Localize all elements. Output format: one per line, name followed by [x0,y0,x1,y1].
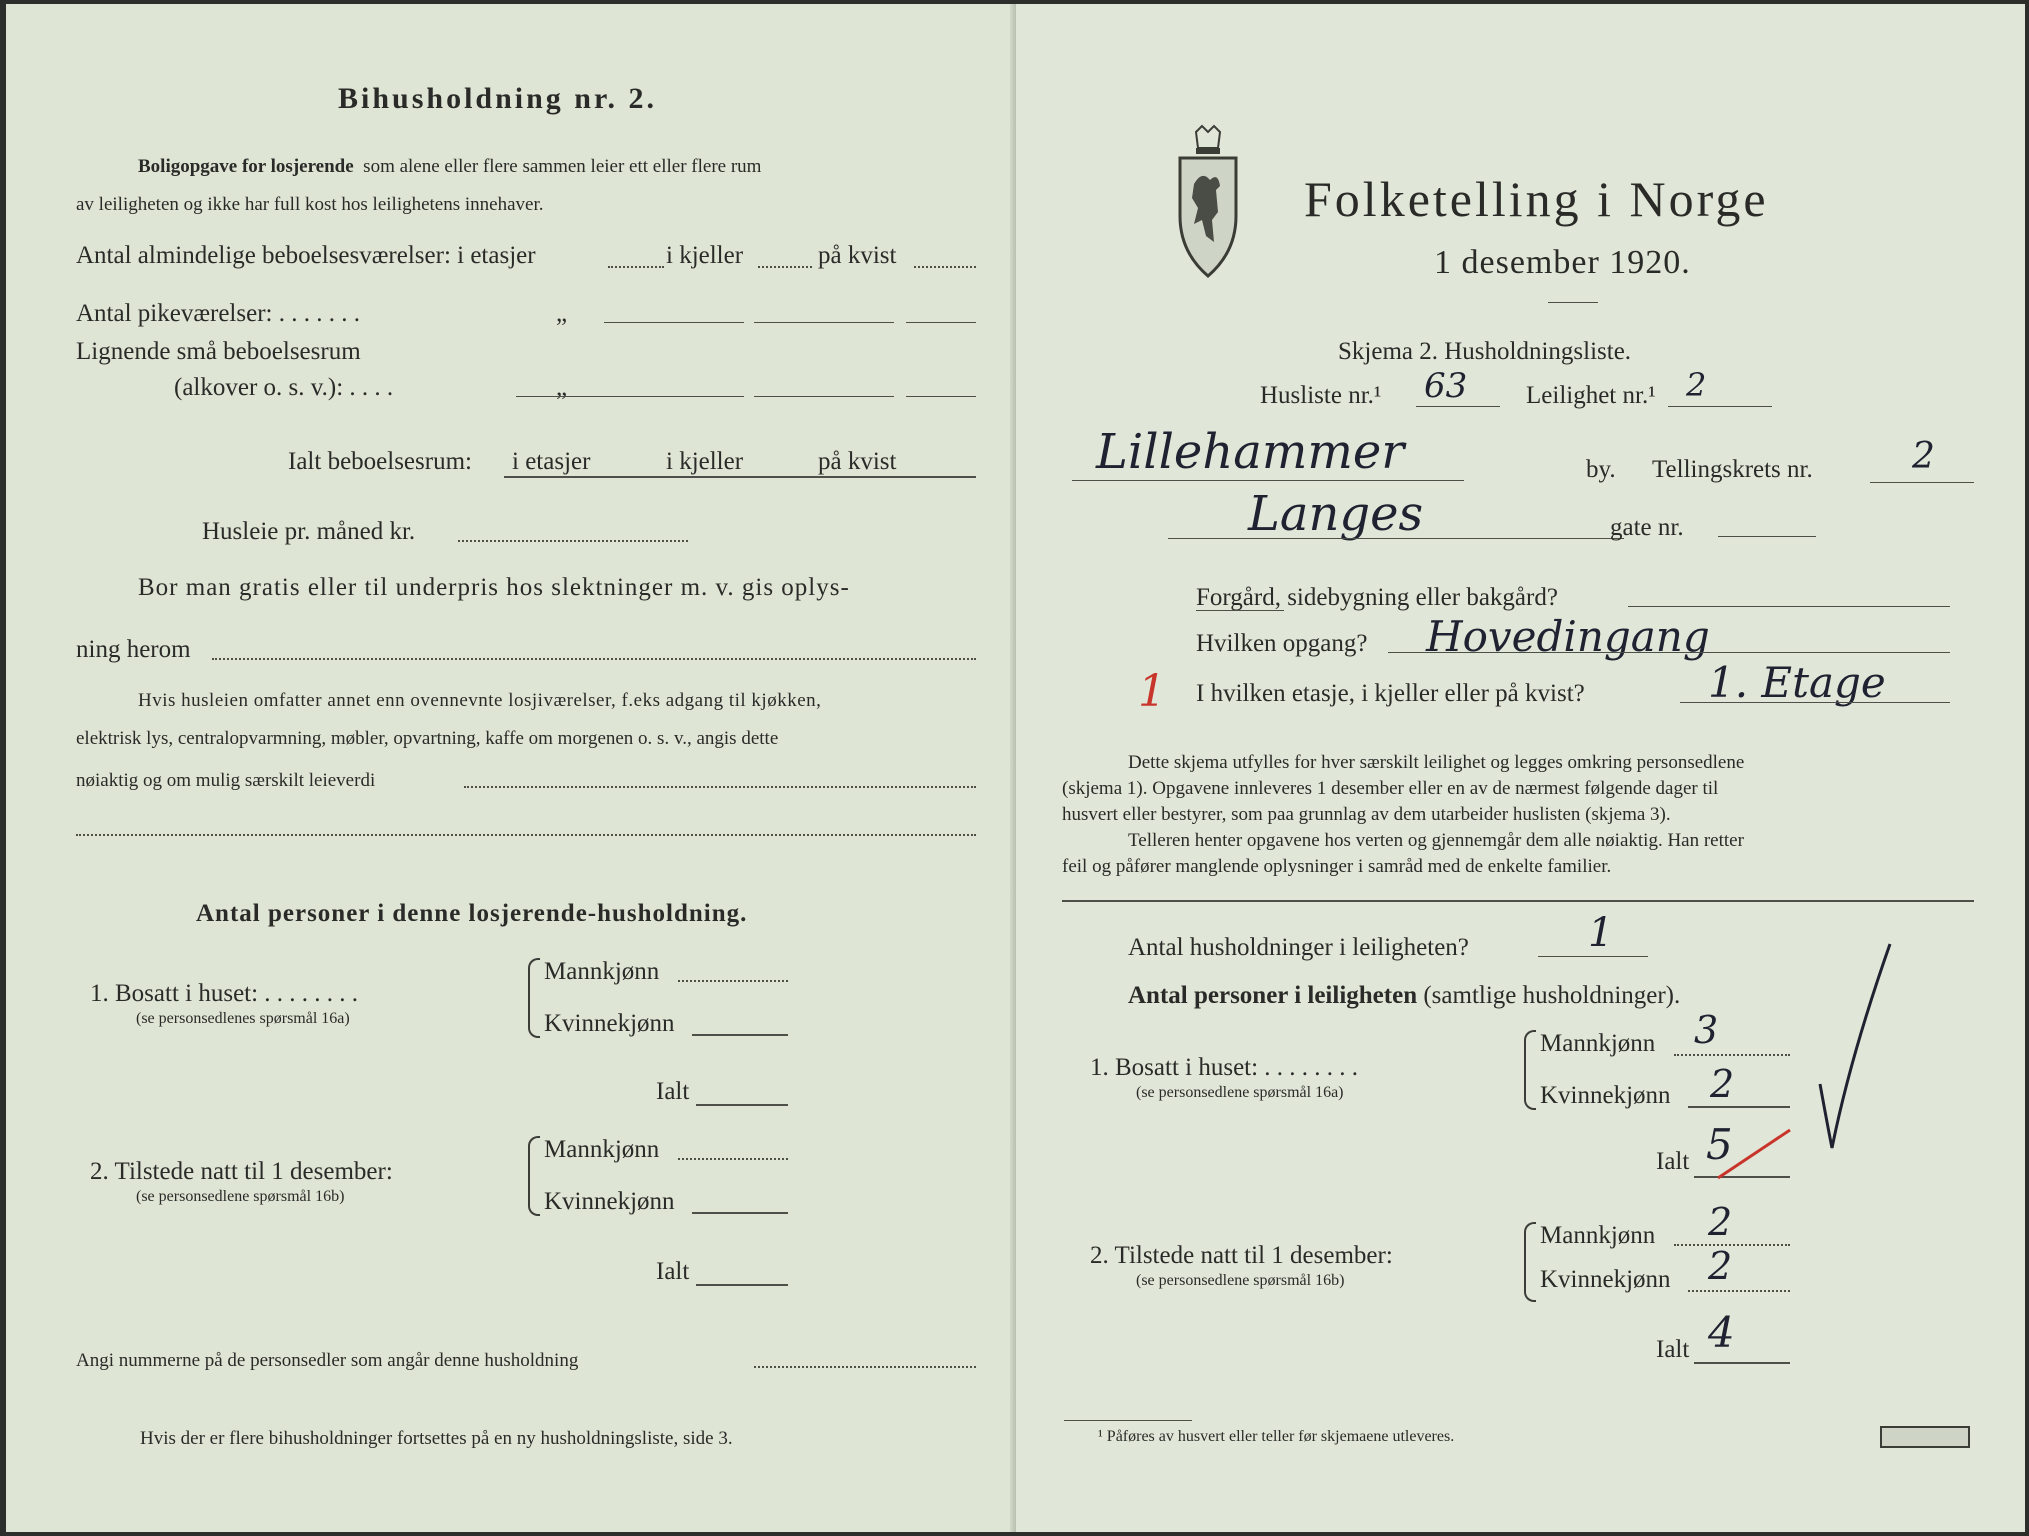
census-title: Folketelling i Norge [1304,171,1769,227]
husleie-field[interactable] [458,540,688,542]
right-page [1016,4,2025,1532]
ialt-rooms-label: Ialt beboelsesrum: [288,448,472,475]
intro-line-1 [138,156,761,178]
right-q2-label: 2. Tilstede natt til 1 desember: [1090,1242,1393,1269]
section-rule [1062,900,1974,902]
left-page [6,4,1016,1532]
pike-field-3[interactable] [906,322,976,323]
rooms-label: Antal almindelige beboelsesværelser: i etasjer [76,242,536,269]
alkover-field-3[interactable] [906,396,976,397]
right-q2-ialt-label: Ialt [1656,1336,1690,1363]
leilighet-label: Leilighet nr.¹ [1526,382,1656,409]
ialt-kjeller-label: i kjeller [666,448,744,475]
city-value: Lillehammer [1096,424,1405,480]
persons-bold: Antal personer i leiligheten [1128,982,1418,1009]
left-q2-ialt-label: Ialt [656,1258,690,1285]
footnote-rule [1064,1420,1192,1421]
left-q2-kvinne-label: Kvinnekjønn [544,1188,675,1215]
bor-field[interactable] [212,658,976,660]
opgang-value: Hovedingang [1426,612,1710,661]
angi-label: Angi nummerne på de personsedler som angår denne husholdning [76,1350,579,1371]
right-q2-kvinne-field[interactable] [1688,1290,1790,1292]
right-persons-heading [1128,982,1680,1010]
leieverdi-field-2[interactable] [76,834,976,836]
left-q2-brace [528,1136,540,1216]
left-q1-mann-field[interactable] [678,980,788,982]
angi-field[interactable] [754,1366,976,1368]
hvis-line-2: elektrisk lys, centralopvarmning, møbler, opvartning, kaffe om morgenen o. s. v., angis dette [76,728,779,749]
right-q1-mann-label: Mannkjønn [1540,1030,1656,1057]
right-q1-mann-value: 3 [1694,1008,1719,1052]
right-q1-ialt-value: 5 [1706,1120,1733,1169]
left-q1-kvinne-field[interactable] [692,1034,788,1036]
left-q1-mann-label: Mannkjønn [544,958,660,985]
info-line-4: Telleren henter opgavene hos verten og gjennemgår dem alle nøiaktig. Han retter [1128,830,1744,851]
husleie-label: Husleie pr. måned kr. [202,518,416,545]
right-q1-kvinne-field[interactable] [1688,1106,1790,1108]
hvis-line-3: nøiaktig og om mulig særskilt leieverdi [76,770,376,791]
small-rooms-label: Lignende små beboelsesrum [76,338,361,365]
rooms-kjeller-label: i kjeller [666,242,744,269]
footnote: ¹ Påføres av husvert eller teller før skjemaene utleveres. [1098,1428,1455,1445]
left-q1-note: (se personsedlenes spørsmål 16a) [136,1010,350,1027]
forgaard-underline [1196,610,1284,611]
rooms-etasjer-field[interactable] [608,266,664,268]
left-q2-ialt-field[interactable] [696,1284,788,1286]
left-q1-label: 1. Bosatt i huset: . . . . . . . . [90,980,359,1007]
info-line-5: feil og påfører manglende oplysninger i samråd med de enkelte familier. [1062,856,1612,877]
info-line-3: husvert eller bestyrer, som paa grunnlag av dem utarbeider huslisten (skjema 3). [1062,804,1671,825]
census-sheet [6,4,2025,1532]
tellingskrets-label: Tellingskrets nr. [1652,456,1813,483]
left-footer: Hvis der er flere bihusholdninger fortsettes på en ny husholdningsliste, side 3. [140,1428,733,1449]
gate-nr-field[interactable] [1718,536,1816,537]
ialt-kvist-label: på kvist [818,448,897,475]
etasje-value: 1. Etage [1708,658,1886,707]
ialt-rooms-field[interactable] [504,476,976,478]
right-q1-kvinne-value: 2 [1710,1062,1735,1106]
coat-of-arms-icon [1174,124,1242,280]
hvis-line-1: Hvis husleien omfatter annet enn ovennevnte losjiværelser, f.eks adgang til kjøkken, [138,690,822,711]
title-rule [1548,302,1598,303]
right-q2-brace [1524,1222,1536,1302]
right-q2-kvinne-value: 2 [1708,1244,1733,1288]
alkover-field-1[interactable] [516,396,744,397]
street-field[interactable] [1168,538,1624,539]
info-line-1: Dette skjema utfylles for hver særskilt leilighet og legges omkring personsedlene [1128,752,1745,773]
info-line-2: (skjema 1). Opgavene innleveres 1 desember eller en av de nærmest følgende dager til [1062,778,1719,799]
pike-ditto-1: „ [556,300,568,327]
forgaard-field[interactable] [1628,606,1950,607]
husliste-label: Husliste nr.¹ [1260,382,1382,409]
intro-rest: som alene eller flere sammen leier ett eller flere rum [363,156,762,177]
skjema-label: Skjema 2. Husholdningsliste. [1338,338,1632,365]
right-q2-ialt-field[interactable] [1694,1362,1790,1364]
right-q1-mann-field[interactable] [1674,1054,1790,1056]
right-q1-note: (se personsedlene spørsmål 16a) [1136,1084,1344,1101]
bihusholdning-title: Bihusholdning nr. 2. [338,82,658,115]
leilighet-value: 2 [1686,366,1707,404]
alkover-field-2[interactable] [754,396,894,397]
right-q1-ialt-label: Ialt [1656,1148,1690,1175]
right-q1-brace [1524,1030,1536,1110]
right-q2-note: (se personsedlene spørsmål 16b) [1136,1272,1345,1289]
forgaard-label: Forgård, sidebygning eller bakgård? [1196,584,1558,611]
left-q2-kvinne-field[interactable] [692,1212,788,1214]
leieverdi-field[interactable] [464,786,976,788]
households-label: Antal husholdninger i leiligheten? [1128,934,1469,961]
census-date: 1 desember 1920. [1434,244,1691,281]
right-q2-mann-label: Mannkjønn [1540,1222,1656,1249]
left-q2-note: (se personsedlene spørsmål 16b) [136,1188,345,1205]
left-q2-label: 2. Tilstede natt til 1 desember: [90,1158,393,1185]
pike-field-2[interactable] [754,322,894,323]
pike-label: Antal pikeværelser: . . . . . . . [76,300,360,327]
left-q1-kvinne-label: Kvinnekjønn [544,1010,675,1037]
city-field[interactable] [1072,480,1464,481]
husliste-field[interactable] [1416,406,1500,407]
street-value: Langes [1248,486,1424,542]
right-q1-label: 1. Bosatt i huset: . . . . . . . . [1090,1054,1359,1081]
right-q2-ialt-value: 4 [1708,1308,1735,1357]
bor-line-1: Bor man gratis eller til underpris hos slektninger m. v. gis oplys- [138,574,850,601]
left-q2-mann-label: Mannkjønn [544,1136,660,1163]
alkover-ditto: „ [556,374,568,401]
intro-bold: Boligopgave for losjerende [138,156,354,177]
rooms-kjeller-field[interactable] [758,266,812,268]
printer-stamp-icon [1880,1426,1970,1448]
opgang-field[interactable] [1388,652,1950,653]
left-q1-ialt-label: Ialt [656,1078,690,1105]
left-q1-brace [528,958,540,1038]
gate-label: gate nr. [1610,514,1684,541]
right-q2-mann-value: 2 [1708,1200,1733,1244]
etasje-field[interactable] [1680,702,1950,703]
pike-field-1[interactable] [604,322,744,323]
check-mark-icon [1806,938,1896,1158]
rooms-kvist-label: på kvist [818,242,897,269]
persons-rest: (samtlige husholdninger). [1423,982,1681,1009]
ialt-etasjer-label: i etasjer [512,448,591,475]
left-q1-ialt-field[interactable] [696,1104,788,1106]
right-q2-kvinne-label: Kvinnekjønn [1540,1266,1671,1293]
households-field[interactable] [1538,956,1648,957]
intro-line-2: av leiligheten og ikke har full kost hos leilighetens innehaver. [76,194,544,215]
husliste-value: 63 [1424,366,1468,406]
margin-mark-red: 1 [1138,666,1166,717]
opgang-label: Hvilken opgang? [1196,630,1368,657]
rooms-kvist-field[interactable] [914,266,976,268]
right-q1-kvinne-label: Kvinnekjønn [1540,1082,1671,1109]
leilighet-field[interactable] [1668,406,1772,407]
left-q2-mann-field[interactable] [678,1158,788,1160]
households-value: 1 [1588,910,1614,956]
etasje-label: I hvilken etasje, i kjeller eller på kvist? [1196,680,1585,707]
tellingskrets-field[interactable] [1870,482,1974,483]
by-label: by. [1586,456,1616,483]
tellingskrets-value: 2 [1912,436,1935,477]
red-check-stroke-icon [1714,1126,1794,1182]
alkover-label: (alkover o. s. v.): . . . . [174,374,394,401]
bor-line-2: ning herom [76,636,191,663]
left-persons-heading: Antal personer i denne losjerende-husholdning. [196,900,748,927]
